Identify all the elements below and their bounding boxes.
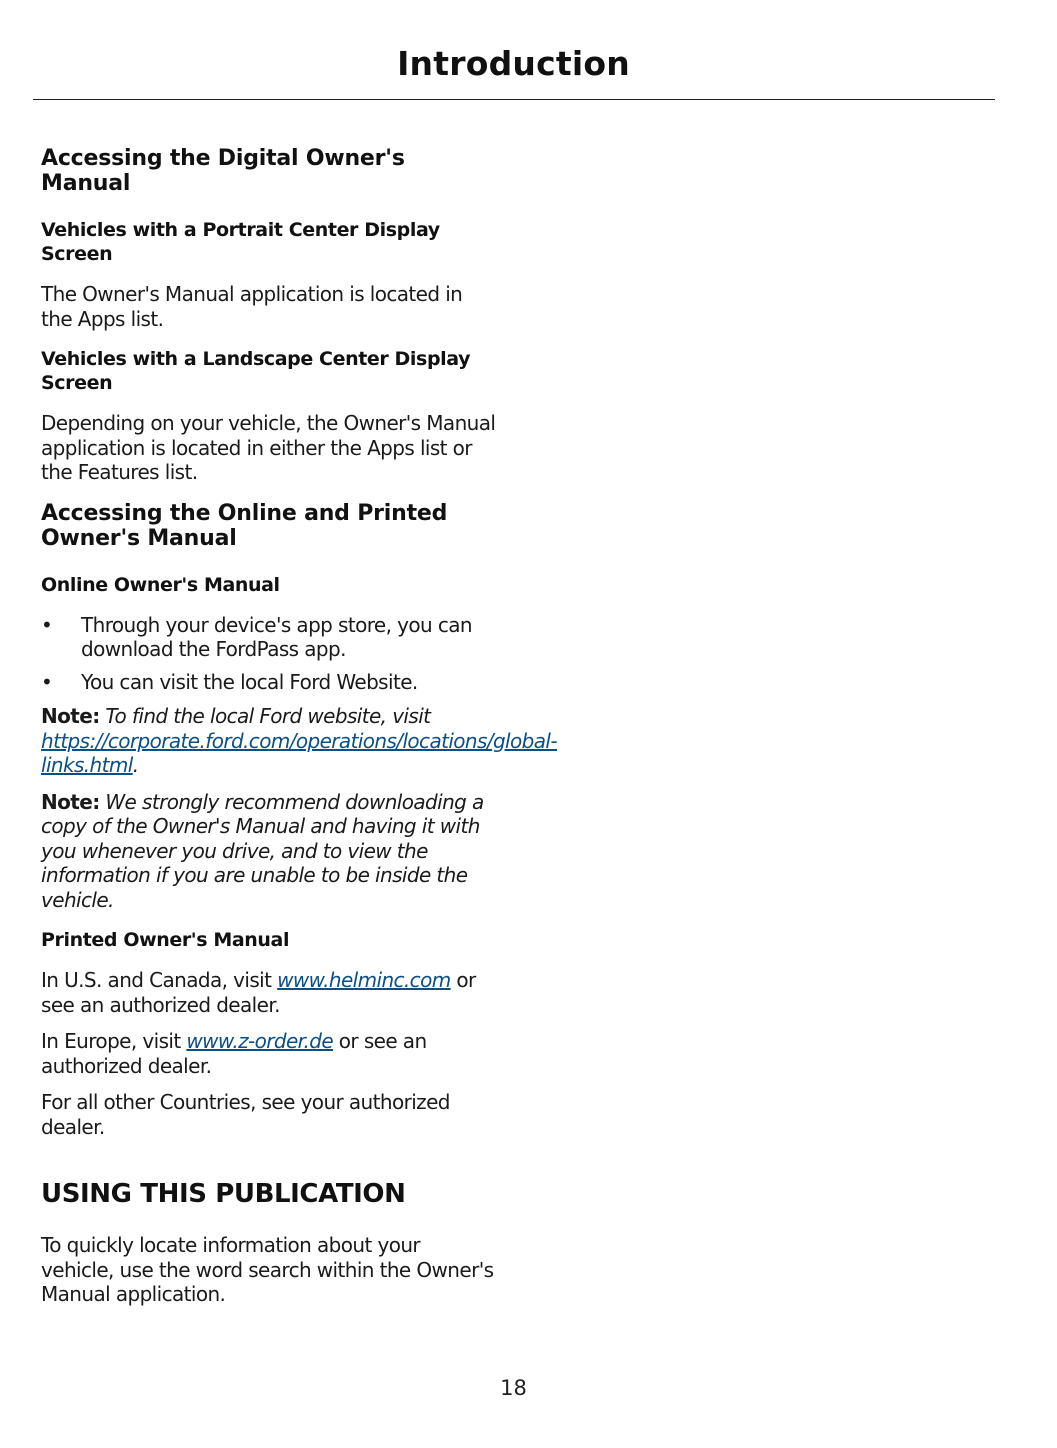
note-end: . [132, 753, 139, 777]
bullet-icon: • [41, 669, 53, 694]
subheading-portrait: Vehicles with a Portrait Center Display Screen [41, 219, 440, 265]
section-heading-digital: Accessing the Digital Owner's Manual [41, 146, 405, 196]
us-text-post: or see an authorized dealer. [41, 968, 476, 1017]
subheading-printed: Printed Owner's Manual [41, 929, 290, 951]
online-bullet-list [41, 613, 496, 695]
eu-text-post: or see an authorized dealer. [41, 1029, 427, 1078]
eu-text-pre: In Europe, visit [41, 1029, 181, 1053]
paragraph-landscape: Depending on your vehicle, the Owner's Manual application is located in either the Apps list or the Features list. [41, 411, 496, 484]
note-text: We strongly recommend downloading a copy of the Owner's Manual and having it with you whenever you drive, and to view the information if you are unable to be inside the vehicle. [41, 789, 484, 912]
content-column [41, 146, 557, 1319]
note-label: Note: [41, 704, 100, 728]
note-recommend-download [41, 790, 496, 913]
ford-global-links-link[interactable]: https://corporate.ford.com/operations/locations/global-links.html [41, 728, 557, 777]
header-divider [33, 99, 995, 100]
section-heading-online-printed: Accessing the Online and Printed Owner's Manual [41, 500, 448, 551]
paragraph-us-canada [41, 968, 496, 1017]
list-item [41, 670, 496, 695]
subheading-online: Online Owner's Manual [41, 573, 280, 596]
us-text-pre: In U.S. and Canada, visit [41, 968, 272, 992]
paragraph-portrait: The Owner's Manual application is located in the Apps list. [41, 282, 463, 331]
subheading-landscape: Vehicles with a Landscape Center Display Screen [41, 348, 471, 394]
list-item-text: You can visit the local Ford Website. [81, 669, 418, 694]
bullet-icon: • [41, 612, 53, 637]
list-item [41, 613, 496, 662]
helminc-link[interactable]: www.helminc.com [277, 968, 451, 992]
z-order-link[interactable]: www.z-order.de [186, 1029, 334, 1053]
note-local-website [41, 704, 557, 778]
paragraph-publication: To quickly locate information about your vehicle, use the word search within the Owner's Manual application. [41, 1233, 494, 1306]
note-label: Note: [41, 789, 100, 814]
page-number: 18 [500, 1376, 527, 1400]
paragraph-europe [41, 1029, 496, 1078]
paragraph-other-countries: For all other Countries, see your authorized dealer. [41, 1090, 450, 1139]
note-text: To find the local Ford website, visit [105, 704, 431, 728]
list-item-text: Through your device's app store, you can download the FordPass app. [81, 612, 472, 661]
page-title: Introduction [397, 44, 630, 83]
section-heading-publication: USING THIS PUBLICATION [41, 1179, 406, 1209]
